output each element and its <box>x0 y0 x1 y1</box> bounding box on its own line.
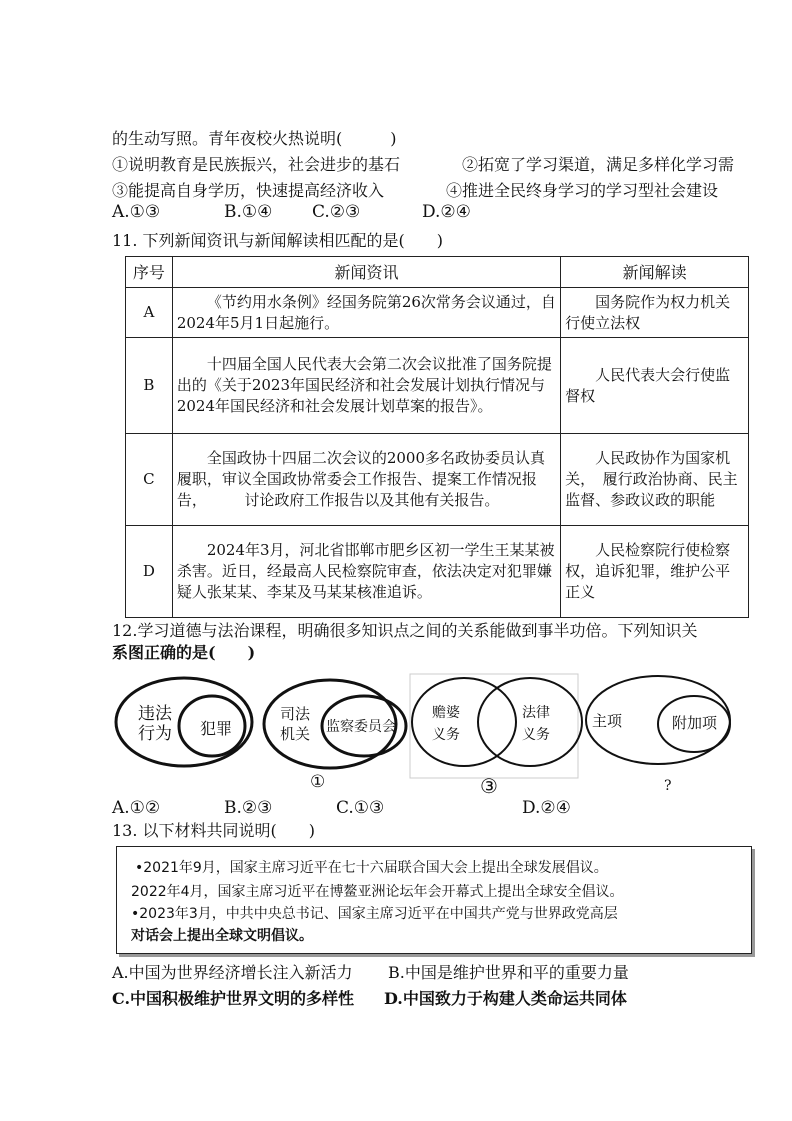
header-news: 新闻资讯 <box>172 257 560 288</box>
q12-option-c[interactable]: C.①③ <box>336 798 385 818</box>
row-reading: 人民检察院行使检察权，追诉犯罪，维护公平正义 <box>561 526 749 618</box>
diagram-1-inner: 犯罪 <box>200 719 233 738</box>
table-row <box>126 288 749 338</box>
row-reading: 人民代表大会行使监督权 <box>561 338 749 434</box>
row-id: C <box>126 434 173 526</box>
row-id: B <box>126 338 173 434</box>
row-id: A <box>126 288 173 338</box>
q10-option-d[interactable]: D.②④ <box>422 202 471 222</box>
q12-stem-2: 系图正确的是( ) <box>112 643 256 662</box>
q12-stem-1: 12.学习道德与法治课程，明确很多知识点之间的关系能做到事半功倍。下列知识关 <box>112 621 698 640</box>
table-row <box>126 526 749 618</box>
diagram-3-right: 法律义务 <box>522 705 550 743</box>
diagram-marker-3: ③ <box>480 774 498 798</box>
material-line-3: •2023年3月，中共中央总书记、国家主席习近平在中国共产党与世界政党高层 <box>131 906 618 922</box>
q12-diagrams <box>112 670 772 780</box>
material-line-4: 对话会上提出全球文明倡议。 <box>131 928 313 944</box>
q13-stem: 13. 以下材料共同说明( ) <box>112 821 316 840</box>
q13-option-c[interactable]: C.中国积极维护世界文明的多样性 <box>112 989 355 1008</box>
q11-stem: 11. 下列新闻资讯与新闻解读相匹配的是( ) <box>112 231 444 250</box>
q10-item-1: ①说明教育是民族振兴，社会进步的基石 <box>112 155 401 174</box>
diagram-2-inner: 监察委员会 <box>326 719 396 735</box>
q10-stem: 的生动写照。青年夜校火热说明( ) <box>112 129 397 148</box>
table-row <box>126 338 749 434</box>
diagram-4-inner: 附加项 <box>672 714 718 732</box>
q13-option-b[interactable]: B.中国是维护世界和平的重要力量 <box>388 963 629 982</box>
q10-item-4: ④推进全民终身学习的学习型社会建设 <box>446 181 719 200</box>
q10-option-c[interactable]: C.②③ <box>312 202 361 222</box>
material-line-2: 2022年4月，国家主席习近平在博鳌亚洲论坛年会开幕式上提出全球安全倡议。 <box>131 884 624 900</box>
row-news: 全国政协十四届二次会议的2000多名政协委员认真履职，审议全国政协常委会工作报告、提案工作情况报告， 讨论政府工作报告以及其他有关报告。 <box>172 434 560 526</box>
header-reading: 新闻解读 <box>561 257 749 288</box>
q10-item-3: ③能提高自身学历，快速提高经济收入 <box>112 181 385 200</box>
material-line-1: •2021年9月，国家主席习近平在七十六届联合国大会上提出全球发展倡议。 <box>135 860 608 876</box>
q12-option-d[interactable]: D.②④ <box>522 798 571 818</box>
row-reading: 人民政协作为国家机关， 履行政治协商、民主监督、参政议政的职能 <box>561 434 749 526</box>
header-id: 序号 <box>126 257 173 288</box>
row-news: 2024年3月，河北省邯郸市肥乡区初一学生王某某被杀害。近日，经最高人民检察院审查，依法决定对犯罪嫌疑人张某某、李某及马某某核准追诉。 <box>172 526 560 618</box>
q13-option-d[interactable]: D.中国致力于构建人类命运共同体 <box>384 989 627 1008</box>
q12-option-a[interactable]: A.①② <box>112 798 161 818</box>
diagram-marker-1: ① <box>310 772 326 792</box>
table-header-row <box>126 257 749 288</box>
q12-option-b[interactable]: B.②③ <box>224 798 273 818</box>
q13-option-a[interactable]: A.中国为世界经济增长注入新活力 <box>112 963 353 982</box>
q10-item-2: ②拓宽了学习渠道，满足多样化学习需 <box>462 155 735 174</box>
table-row <box>126 434 749 526</box>
diagram-4-outer: 主项 <box>592 712 623 730</box>
row-id: D <box>126 526 173 618</box>
diagram-1-outer: 违法行为 <box>138 704 172 744</box>
row-reading: 国务院作为权力机关行使立法权 <box>561 288 749 338</box>
q10-option-a[interactable]: A.①③ <box>112 202 161 222</box>
diagram-2-outer: 司法机关 <box>280 705 311 743</box>
q11-news-table <box>125 256 749 618</box>
q10-option-b[interactable]: B.①④ <box>224 202 273 222</box>
diagram-marker-4: ? <box>664 778 672 794</box>
row-news: 十四届全国人民代表大会第二次会议批准了国务院提出的《关于2023年国民经济和社会发展计划执行情况与2024年国民经济和社会发展计划草案的报告》。 <box>172 338 560 434</box>
row-news: 《节约用水条例》经国务院第26次常务会议通过，自2024年5月1日起施行。 <box>172 288 560 338</box>
q13-material-box <box>116 846 752 954</box>
diagram-3-left: 赡婆义务 <box>432 705 460 743</box>
